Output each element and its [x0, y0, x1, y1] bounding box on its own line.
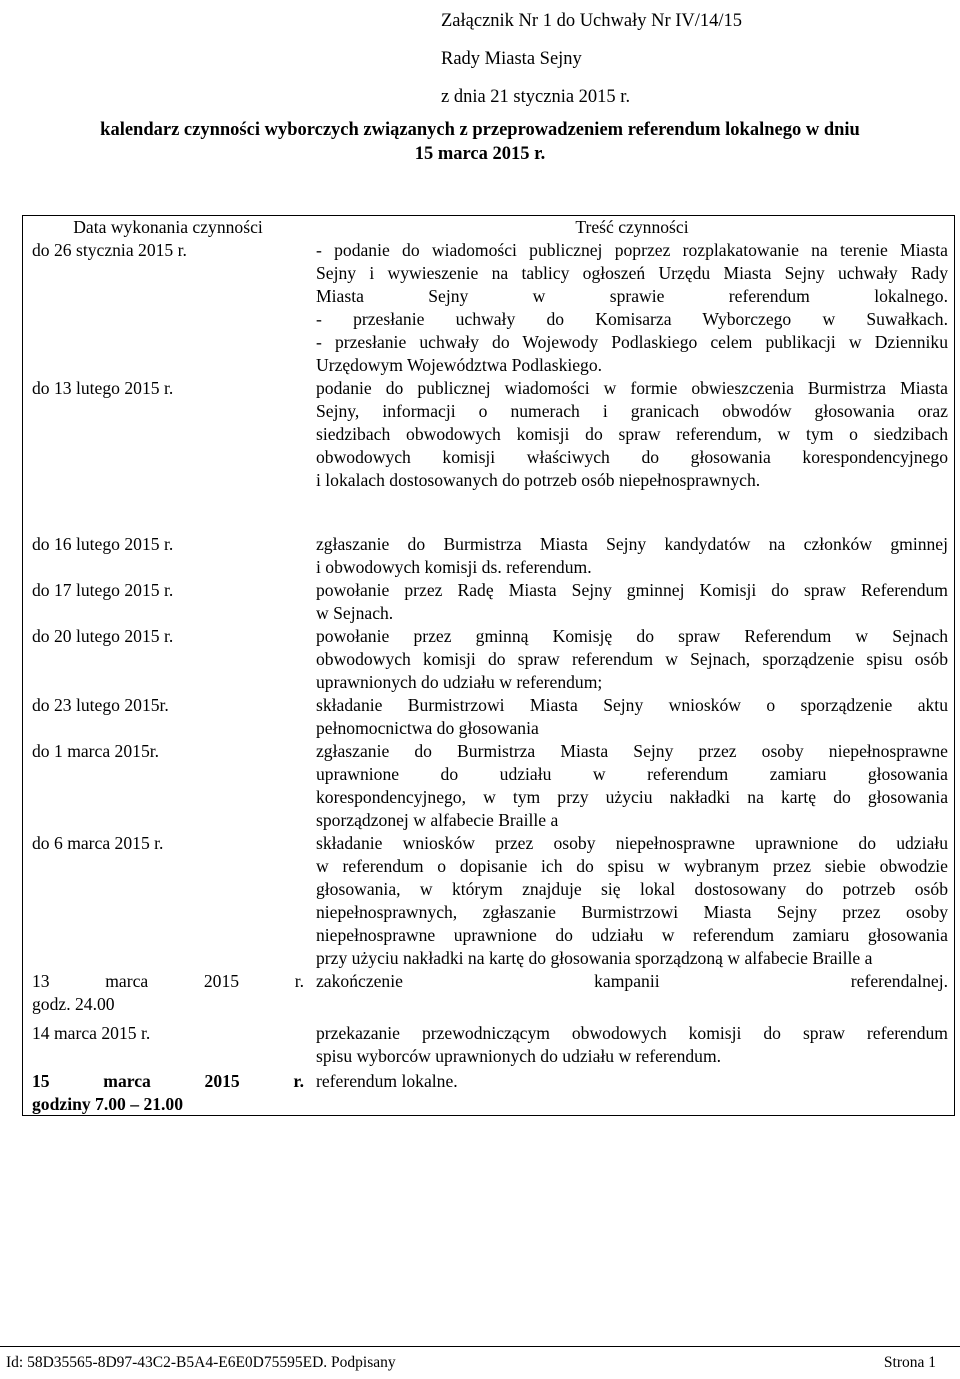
row-text-line: niepełnosprawnych, zgłaszanie Burmistrzowi Miasta Sejny przez osoby — [316, 902, 948, 922]
row-text-line: przekazanie przewodniczącym obwodowych komisji do spraw referendum — [316, 1023, 948, 1043]
row-text-line: Miasta Sejny w sprawie referendum lokalnego. — [316, 286, 948, 306]
row-text-line: Urzędowym Województwa Podlaskiego. — [316, 355, 603, 375]
row-text-line: zgłaszanie do Burmistrza Miasta Sejny przez osoby niepełnosprawne — [316, 741, 948, 761]
row-text-line: w Sejnach. — [316, 603, 394, 623]
row-text-line: składanie Burmistrzowi Miasta Sejny wniosków o sporządzenie aktu — [316, 695, 948, 715]
row-text — [316, 625, 948, 694]
row-text-line: spisu wyborców uprawnionych do udziału w referendum. — [316, 1046, 722, 1066]
row-date — [32, 1070, 304, 1116]
document-title — [30, 118, 930, 166]
row-date-line: godz. 24.00 — [32, 994, 115, 1014]
title-line-2: 15 marca 2015 r. — [414, 144, 546, 164]
row-text — [316, 239, 948, 377]
row-text-line: siedzibach obwodowych komisji do spraw referendum, w tym o siedzibach — [316, 424, 948, 444]
text-column-header: Treść czynności — [575, 217, 689, 237]
row-date: 14 marca 2015 r. — [32, 1023, 151, 1043]
row-date: do 6 marca 2015 r. — [32, 833, 164, 853]
row-text-line: - przesłanie uchwały do Wojewody Podlaskiego celem publikacji w Dzienniku — [316, 332, 948, 352]
page-footer — [0, 1346, 960, 1379]
row-text — [316, 694, 948, 740]
row-text-line: Sejny, informacji o numerach i granicach obwodów głosowania oraz — [316, 401, 948, 421]
row-date-line: 13 marca 2015 r. — [32, 971, 304, 991]
row-text-line: Sejny i wywieszenie na tablicy ogłoszeń Urzędu Miasta Sejny uchwały Rady — [316, 263, 948, 283]
row-text — [316, 832, 948, 970]
date-column-header: Data wykonania czynności — [73, 217, 263, 237]
header-line-2: Rady Miasta Sejny — [441, 49, 582, 69]
row-date: do 23 lutego 2015r. — [32, 695, 169, 715]
page-number: Strona 1 — [883, 1354, 936, 1371]
row-text — [316, 970, 948, 993]
row-text-line: - przesłanie uchwały do Komisarza Wyborczego w Suwałkach. — [316, 309, 948, 329]
row-date: do 20 lutego 2015 r. — [32, 626, 174, 646]
row-text-line: i lokalach dostosowanych do potrzeb osób niepełnosprawnych. — [316, 470, 761, 490]
schedule-table — [22, 215, 955, 1116]
row-text — [316, 377, 948, 492]
row-date: do 26 stycznia 2015 r. — [32, 240, 187, 260]
row-date: do 16 lutego 2015 r. — [32, 534, 174, 554]
attachment-header — [441, 2, 742, 116]
row-date — [32, 970, 304, 1016]
row-text-line: zgłaszanie do Burmistrza Miasta Sejny kandydatów na członków gminnej — [316, 534, 948, 554]
row-date: do 13 lutego 2015 r. — [32, 378, 174, 398]
header-line-3: z dnia 21 stycznia 2015 r. — [441, 87, 631, 107]
row-date: do 1 marca 2015r. — [32, 741, 160, 761]
header-line-1: Załącznik Nr 1 do Uchwały Nr IV/14/15 — [441, 11, 743, 31]
row-text — [316, 740, 948, 832]
row-text-line: zakończenie kampanii referendalnej. — [316, 971, 948, 991]
row-text-line: obwodowych komisji do spraw referendum w Sejnach, sporządzenie spisu osób — [316, 649, 948, 669]
row-text — [316, 579, 948, 625]
row-date-line: godziny 7.00 – 21.00 — [32, 1094, 184, 1114]
row-text-line: przy użyciu nakładki na kartę do głosowania sporządzoną w alfabecie Braille a — [316, 948, 873, 968]
row-text-line: sporządzonej w alfabecie Braille a — [316, 810, 559, 830]
row-text-line: powołanie przez Radę Miasta Sejny gminnej Komisji do spraw Referendum — [316, 580, 948, 600]
document-id: Id: 58D35565-8D97-43C2-B5A4-E6E0D75595ED. Podpisany — [6, 1354, 396, 1371]
row-text — [316, 1022, 948, 1068]
row-text-line: podanie do publicznej wiadomości w formie obwieszczenia Burmistrza Miasta — [316, 378, 948, 398]
row-text-line: powołanie przez gminną Komisję do spraw Referendum w Sejnach — [316, 626, 948, 646]
row-text-line: referendum lokalne. — [316, 1071, 458, 1091]
row-date: do 17 lutego 2015 r. — [32, 580, 174, 600]
title-line-1: kalendarz czynności wyborczych związanych z przeprowadzeniem referendum lokalnego w dniu — [100, 120, 860, 140]
row-text — [316, 533, 948, 579]
row-text-line: - podanie do wiadomości publicznej poprzez rozplakatowanie na terenie Miasta — [316, 240, 948, 260]
row-date-line: 15 marca 2015 r. — [32, 1071, 304, 1091]
row-text-line: uprawnionych do udziału w referendum; — [316, 672, 603, 692]
row-text-line: niepełnosprawne uprawnione do udziału w referendum zamiaru głosowania — [316, 925, 948, 945]
row-text-line: pełnomocnictwa do głosowania — [316, 718, 539, 738]
row-text-line: obwodowych komisji właściwych do głosowania korespondencyjnego — [316, 447, 948, 467]
row-text-line: i obwodowych komisji ds. referendum. — [316, 557, 592, 577]
row-text — [316, 1070, 948, 1093]
row-text-line: korespondencyjnego, w tym przy użyciu nakładki na kartę do głosowania — [316, 787, 948, 807]
row-text-line: uprawnione do udziału w referendum zamiaru głosowania — [316, 764, 948, 784]
row-text-line: składanie wniosków przez osoby niepełnosprawne uprawnione do udziału — [316, 833, 948, 853]
row-text-line: głosowania, w którym znajduje się lokal dostosowany do potrzeb osób — [316, 879, 948, 899]
row-text-line: w referendum o dopisanie ich do spisu w wybranym przez siebie obwodzie — [316, 856, 948, 876]
